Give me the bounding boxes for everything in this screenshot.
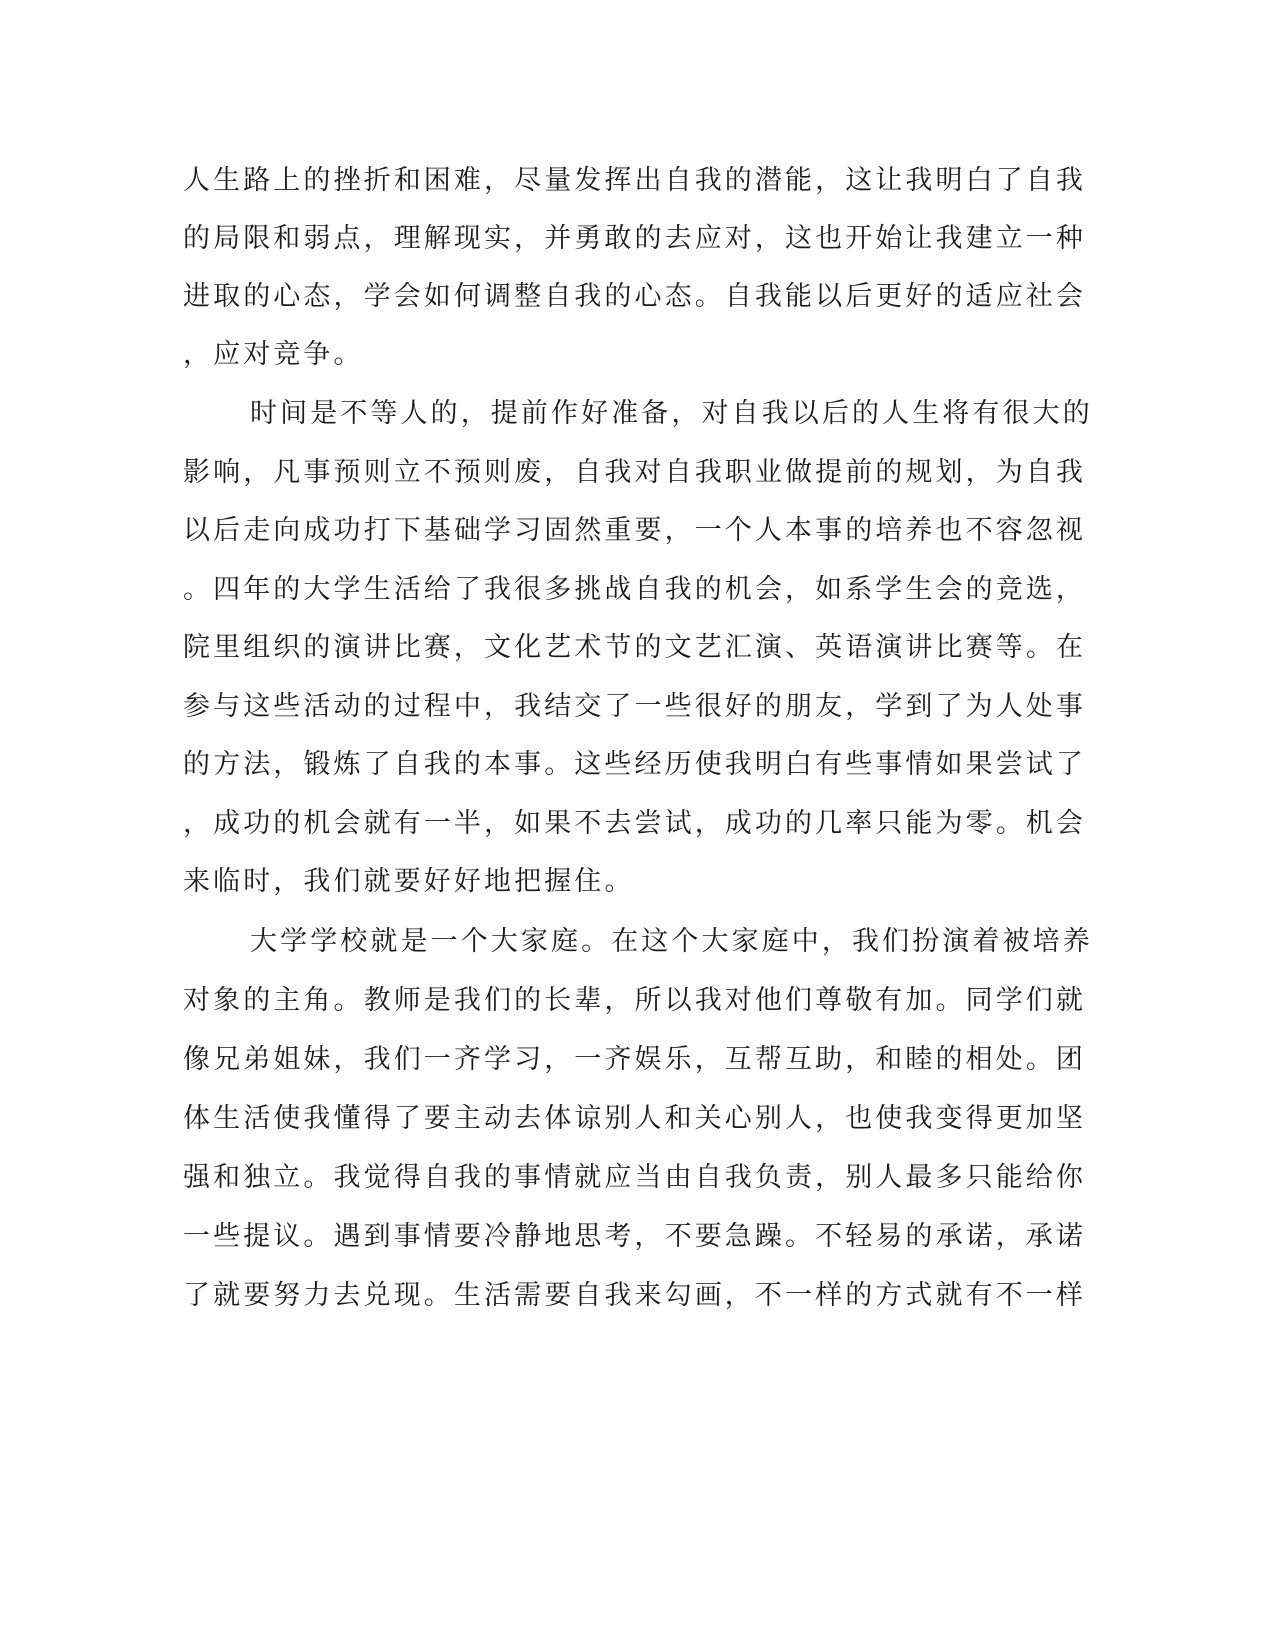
- paragraph-1-line-2: 的局限和弱点，理解现实，并勇敢的去应对，这也开始让我建立一种: [183, 223, 1086, 254]
- paragraph-3-line-5: 强和独立。我觉得自我的事情就应当由自我负责，别人最多只能给你: [183, 1162, 1086, 1193]
- paragraph-2-line-9: 来临时，我们就要好好地把握住。: [183, 866, 635, 897]
- paragraph-3-line-6: 一些提议。遇到事情要冷静地思考，不要急躁。不轻易的承诺，承诺: [183, 1221, 1086, 1252]
- paragraph-3-line-2: 对象的主角。教师是我们的长辈，所以我对他们尊敬有加。同学们就: [183, 985, 1086, 1016]
- paragraph-2-line-5: 院里组织的演讲比赛，文化艺术节的文艺汇演、英语演讲比赛等。在: [183, 632, 1086, 663]
- paragraph-2-line-2: 影响，凡事预则立不预则废，自我对自我职业做提前的规划，为自我: [183, 457, 1086, 488]
- paragraph-3-line-7: 了就要努力去兑现。生活需要自我来勾画，不一样的方式就有不一样: [183, 1280, 1086, 1311]
- paragraph-2-line-7: 的方法，锻炼了自我的本事。这些经历使我明白有些事情如果尝试了: [183, 749, 1086, 780]
- paragraph-2-line-3: 以后走向成功打下基础学习固然重要，一个人本事的培养也不容忽视: [183, 515, 1086, 546]
- paragraph-2-line-6: 参与这些活动的过程中，我结交了一些很好的朋友，学到了为人处事: [183, 691, 1086, 722]
- paragraph-1-line-4: ，应对竞争。: [183, 339, 364, 370]
- paragraph-1-line-1: 人生路上的挫折和困难，尽量发挥出自我的潜能，这让我明白了自我: [183, 165, 1086, 196]
- paragraph-1-line-3: 进取的心态，学会如何调整自我的心态。自我能以后更好的适应社会: [183, 281, 1086, 312]
- paragraph-2-line-4: 。四年的大学生活给了我很多挑战自我的机会，如系学生会的竞选，: [183, 574, 1086, 605]
- paragraph-3-line-1: 大学学校就是一个大家庭。在这个大家庭中，我们扮演着被培养: [250, 926, 1093, 957]
- paragraph-2-line-8: ，成功的机会就有一半，如果不去尝试，成功的几率只能为零。机会: [183, 808, 1086, 839]
- paragraph-3-line-4: 体生活使我懂得了要主动去体谅别人和关心别人，也使我变得更加坚: [183, 1103, 1086, 1134]
- paragraph-3-line-3: 像兄弟姐妹，我们一齐学习，一齐娱乐，互帮互助，和睦的相处。团: [183, 1044, 1086, 1075]
- paragraph-2-line-1: 时间是不等人的，提前作好准备，对自我以后的人生将有很大的: [250, 398, 1093, 429]
